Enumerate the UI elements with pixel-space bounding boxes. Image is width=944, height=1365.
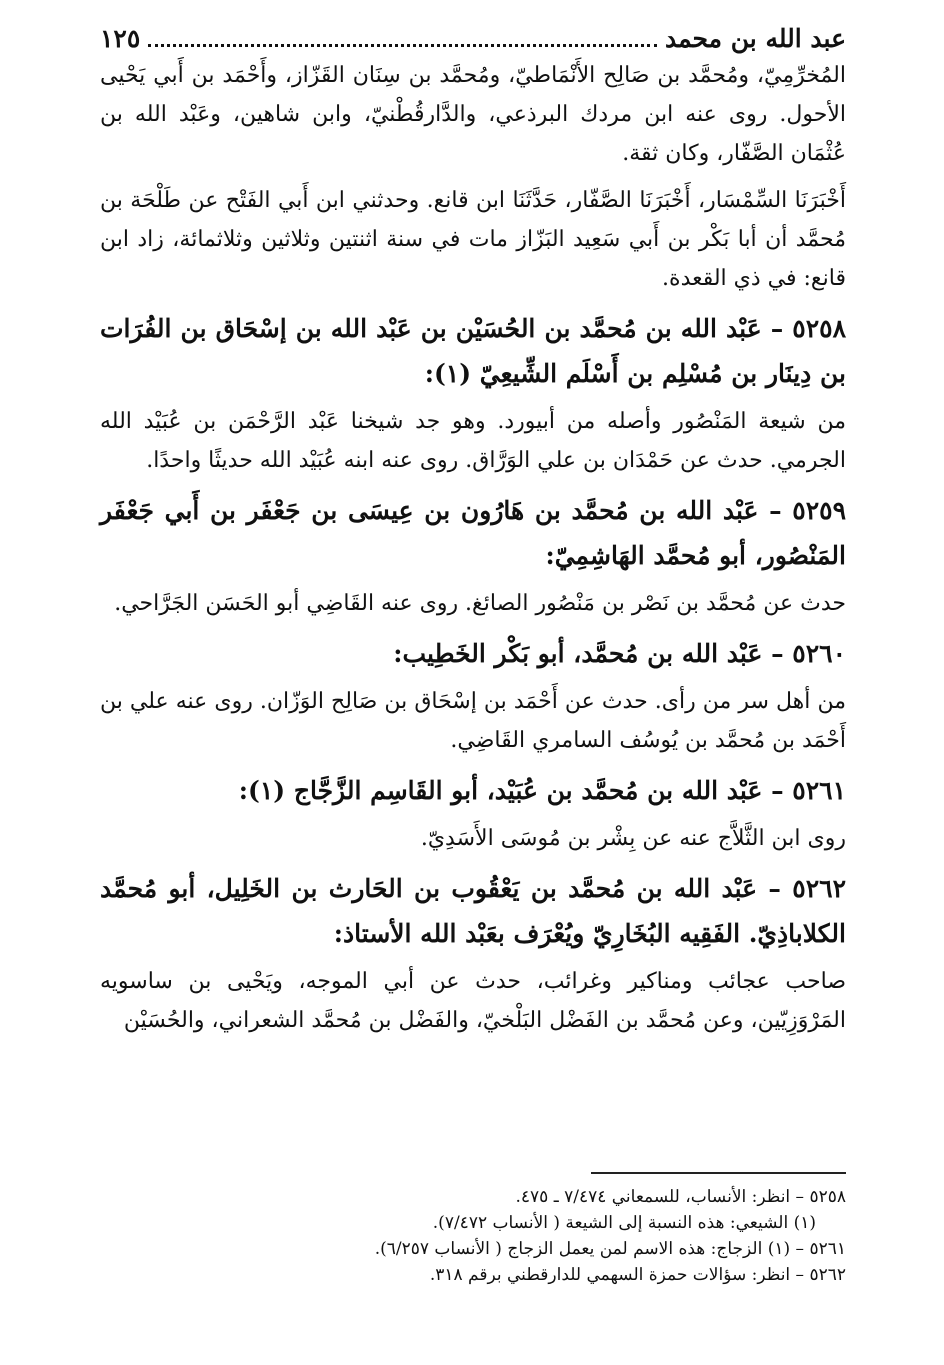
entry-text-5259: حدث عن مُحمَّد بن نَصْر بن مَنْصُور الصائغ. روى عنه القَاضِي أبو الحَسَن الجَرَّاحي. (114, 591, 846, 616)
paragraph-isnad: أَخْبَرَنَا السِّمْسَار، أَخْبَرَنَا الصَّفّار، حَدَّثَنَا ابن قانع. وحدثني ابن أَبي الفَتْح عن طَلْحَة بن مُحمَّد أن أبا بَكْر بن أَبي سَعِيد البَزّاز مات في سنة اثنتين وثلاثين وثلاثمائة، زاد ابن قانع: في ذي القعدة. (100, 188, 846, 291)
running-header (100, 22, 846, 56)
entry-heading-5261: ٥٢٦١ – عَبْد الله بن مُحمَّد بن عُبَيْد، أبو القَاسِم الزَّجَّاج (١): (238, 776, 846, 805)
entry-heading-5259: ٥٢٥٩ – عَبْد الله بن مُحمَّد بن هَارُون بن عِيسَى بن جَعْفَر بن أَبي جَعْفَر المَنْصُور، أبو مُحمَّد الهَاشِمِيّ: (100, 496, 846, 570)
footnote-separator (591, 1172, 846, 1174)
footnote: (١) الشيعي: هذه النسبة إلى الشيعة ( الأنساب ٧/٤٧٢). (432, 1213, 816, 1233)
entry-text-5262: صاحب عجائب ومناكير وغرائب، حدث عن أبي الموجه، ويَحْيى بن ساسويه المَرْوَزِيّين، وعن مُحمَّد بن الفَضْل البَلْخيّ، والفَضْل بن مُحمَّد الشعراني، والحُسَيْن (100, 969, 846, 1033)
entry-heading-5258: ٥٢٥٨ – عَبْد الله بن مُحمَّد بن الحُسَيْن بن عَبْد الله بن إسْحَاق بن الفُرَات بن دِينَار بن مُسْلِم بن أَسْلَم الشِّيعِيّ (١): (100, 314, 846, 388)
page-number: ١٢٥ (100, 24, 141, 53)
footnote: ٥٢٦١ – (١) الزجاج: هذه الاسم لمن يعمل الزجاج ( الأنساب ٦/٢٥٧). (374, 1239, 846, 1259)
paragraph-continuation: المُخرِّمِيّ، ومُحمَّد بن صَالِح الأَنْمَاطيّ، ومُحمَّد بن سِنَان القَزّاز، وأَحْمَد بن أَبي يَحْيى الأحول. روى عنه ابن مردك البرذعي، والدَّارقُطْنيّ، وابن شاهين، وعَبْد الله بن عُثْمَان الصَّفّار، وكان ثقة. (100, 63, 846, 166)
entry-text-5260: من أهل سر من رأى. حدث عن أَحْمَد بن إسْحَاق بن صَالِح الوَزّان. روى عنه علي بن أَحْمَد بن مُحمَّد بن يُوسُف السامري القَاضِي. (100, 689, 846, 753)
leader-dots (148, 32, 657, 47)
footnote: ٥٢٦٢ – انظر: سؤالات حمزة السهمي للدارقطني برقم ٣١٨. (429, 1265, 846, 1285)
entry-heading-5260: ٥٢٦٠ – عَبْد الله بن مُحمَّد، أبو بَكْر الخَطِيب: (393, 639, 846, 668)
running-title: عبد الله بن محمد (664, 24, 846, 53)
footnote: ٥٢٥٨ – انظر: الأنساب، للسمعاني ٧/٤٧٤ ـ ٤٧٥. (515, 1187, 846, 1207)
footnotes (100, 1184, 846, 1288)
entry-text-5258: من شيعة المَنْصُور وأصله من أبيورد. وهو جد شيخنا عَبْد الرَّحْمَن بن عُبَيْد الله الجرمي. حدث عن حَمْدَان بن علي الوَرَّاق. روى عنه ابنه عُبَيْد الله حديثًا واحدًا. (100, 409, 846, 473)
entry-heading-5262: ٥٢٦٢ – عَبْد الله بن مُحمَّد بن يَعْقُوب بن الحَارث بن الخَلِيل، أبو مُحمَّد الكلاباذِيّ. الفَقِيه البُخَارِيّ ويُعْرَف بعَبْد الله الأستاذ: (100, 874, 846, 948)
entry-text-5261: روى ابن الثَّلاَّج عنه عن بِشْر بن مُوسَى الأَسَدِيّ. (420, 826, 846, 851)
